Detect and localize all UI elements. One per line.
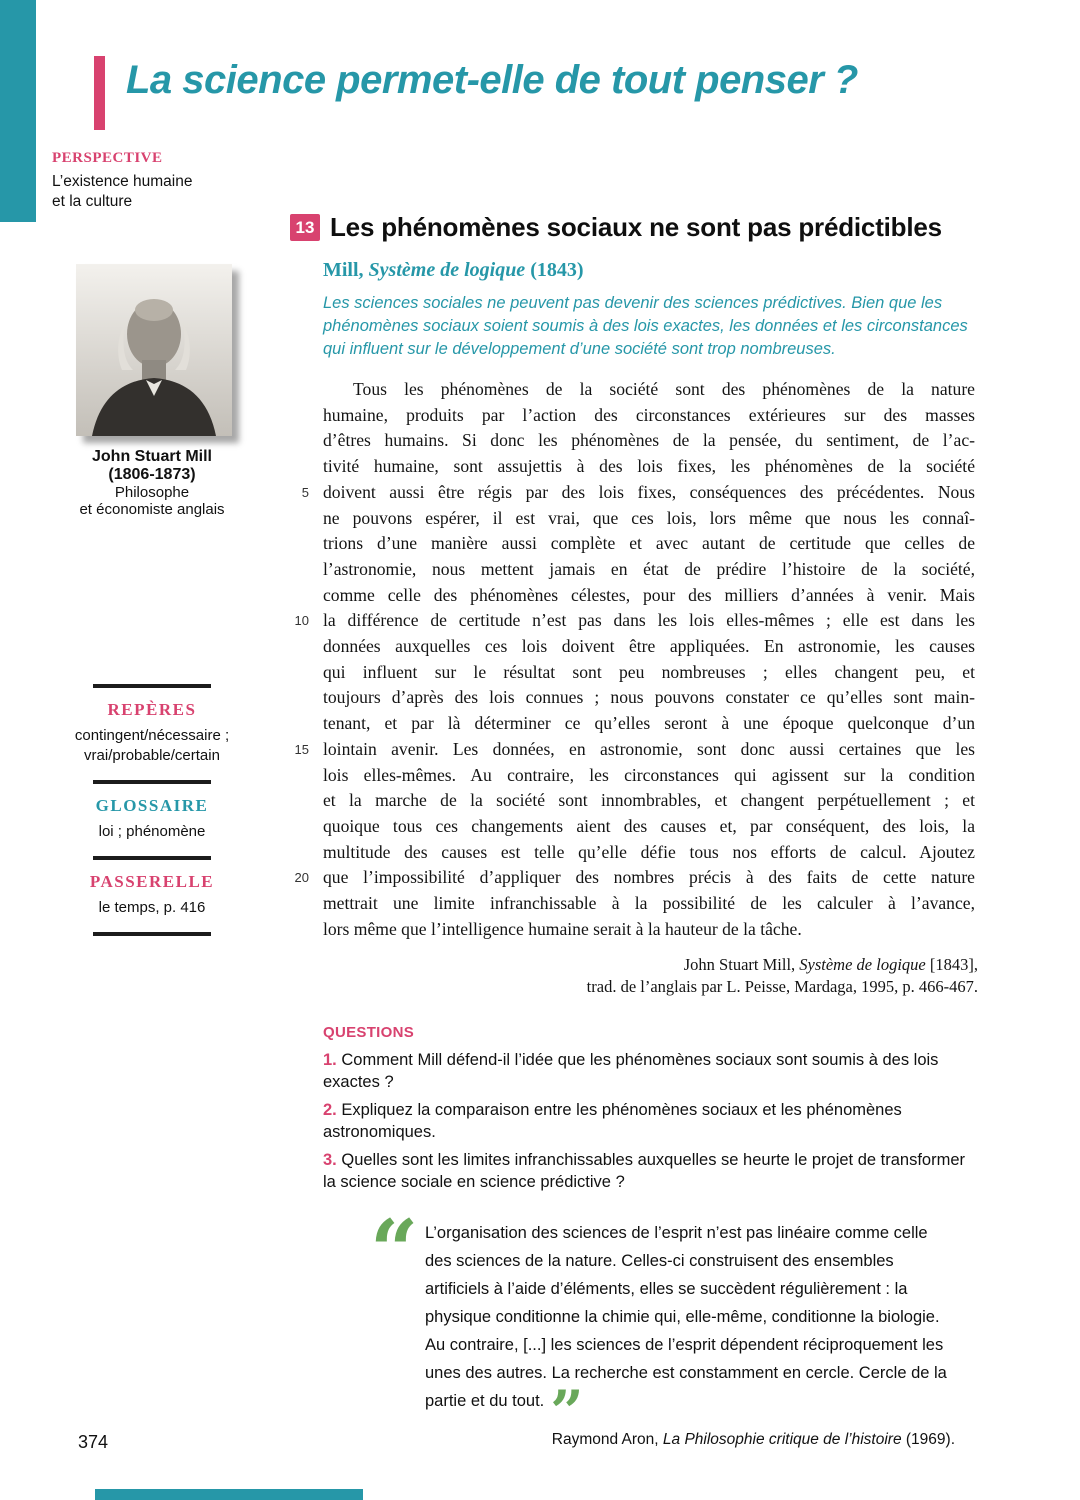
page-number: 374 [78,1432,109,1452]
intro-summary: Les sciences sociales ne peuvent pas devenir des sciences prédictives. Bien que les phénomènes sociaux soient soumis à des lois exactes, les données et les circonstances qui influent sur le développement d’une société sont trop nombreuses. [323,294,968,358]
questions-label: QUESTIONS [323,1024,415,1042]
portrait-name: John Stuart Mill [92,448,212,465]
pull-quote-attribution: Raymond Aron, La Philosophie critique de l’histoire (1969). [551,1431,955,1449]
section-heading-row [290,212,978,243]
separator-rule [93,856,211,860]
glossaire-label: GLOSSAIRE [95,796,209,815]
source-text [294,377,975,942]
question-item: 2. Expliquez la comparaison entre les phénomènes sociaux et les phénomènes astronomiques. [323,1101,902,1142]
text-line: 10 la différence de certitude n’est pas dans les lois elles-mêmes ; elle est dans les [323,608,975,634]
text-line: d’êtres humains. Si donc les phénomènes de la pensée, du sentiment, de l’ac- [323,430,975,451]
portrait-role: Philosophe [114,484,190,501]
close-quote-icon: ” [550,1378,584,1447]
text-line: 15 lointain avenir. Les données, en astronomie, sont donc aussi certaines que les [323,737,975,763]
perspective-text: L’existence humaine [52,173,193,190]
text-attribution: John Stuart Mill, Système de logique [1843], trad. de l’anglais par L. Peisse, Mardaga, 1995, p. 466-467. [586,955,978,997]
top-left-accent-bar [0,0,36,222]
text-line: 20 que l’impossibilité d’appliquer des nombres précis à des faits de cette nature [323,865,975,891]
text-line: l’astronomie, nous mettent jamais en état de prédire l’histoire de la société, [323,558,975,579]
line-number: 5 [301,484,309,500]
text-line: lors même que l’intelligence humaine serait à la hauteur de la tâche. [323,918,802,939]
passerelle-label: PASSERELLE [89,872,215,891]
question-item: 3. Quelles sont les limites infranchissables auxquelles se heurte le projet de transformer la science sociale en science prédictive ? [323,1151,965,1192]
glossaire-text: loi ; phénomène [98,823,206,840]
portrait-photo [76,264,232,436]
line-number: 20 [294,870,309,886]
title-accent-bar [94,56,105,130]
line-number: 10 [294,613,309,629]
perspective-text: et la culture [52,193,133,210]
text-line: 5 doivent aussi être régis par des lois fixes, conséquences des précédentes. Nous [323,480,975,506]
text-line: tivité humaine, sont assujettis à des lois fixes, les phénomènes de la société [323,456,975,477]
text-line: tenant, et par là déterminer ce qu’elles seront à une époque quelconque d’un [323,713,975,734]
portrait-caption [40,448,264,518]
reperes-label: REPÈRES [107,700,197,719]
portrait-role: et économiste anglais [79,501,225,518]
portrait-silhouette [76,264,232,436]
main-column [290,212,978,1449]
portrait-dates: (1806-1873) [108,466,196,483]
separator-rule [93,684,211,688]
pull-quote [370,1201,955,1449]
text-line: comme celle des phénomènes célestes, pour des milliers d’années à venir. Mais [323,584,975,605]
perspective-block [52,150,192,212]
separator-rule [93,780,211,784]
question-item: 1. Comment Mill défend-il l’idée que les phénomènes sociaux sont soumis à des lois exactes ? [323,1051,939,1092]
text-line: données auxquelles ces lois doivent être appliquées. En astronomie, les causes [323,636,975,657]
text-line: humaine, produits par l’action des circonstances extérieures sur des masses [323,404,975,425]
text-line: ne pouvons espérer, il est vrai, que ces lois, lors même que nous les connaî- [323,507,975,528]
questions-section [323,1024,973,1193]
text-line: lois elles-mêmes. Au contraire, les circonstances qui agissent sur la condition [323,764,975,785]
section-number-badge: 13 [290,214,320,241]
pull-quote-text: L’organisation des sciences de l’esprit n’est pas linéaire comme celle des sciences de la nature. Celles-ci construisent des ensembles artificiels à l’aide d’éléments, elles se succèdent régulièrement : la physique conditionne la chimie qui, elle-même, conditionne la biologie. Au contraire, [...] les sciences de l’esprit dépendent réciproquement les unes des autres. La recherche est constamment en cercle. Cercle de la partie et du tout. ” [425,1224,947,1447]
separator-rule [93,932,211,936]
passerelle-text: le temps, p. 416 [98,899,206,916]
open-quote-icon: “ [370,1201,419,1301]
source-line: Mill, Système de logique (1843) [323,259,584,281]
text-line: quoique tous ces changements aient des causes et, par conséquent, des lois, la [323,815,975,836]
text-line: et la marche de la société sont innombrables, et changent perpétuellement ; et [323,790,975,811]
perspective-label: PERSPECTIVE [52,150,163,166]
text-line: qui influent sur le résultat sont peu nombreuses ; elles changent peu, et [323,661,975,682]
reperes-text: contingent/nécessaire ; vrai/probable/certain [74,727,230,764]
text-line: multitude des causes est telle qu’elle défie tous nos efforts de calcul. Ajoutez [323,841,975,862]
section-heading: Les phénomènes sociaux ne sont pas prédictibles [330,212,942,242]
text-line: toujours d’après des lois connues ; nous pouvons constater ce qu’elles sont main- [323,687,975,708]
text-line: Tous les phénomènes de la société sont des phénomènes de la nature [353,379,975,399]
text-line: trions d’une manière aussi complète et avec autant de certitude que celles de [323,533,975,554]
line-number: 15 [294,741,309,757]
text-line: mettrait une limite infranchissable à la possibilité de les calculer à l’avance, [323,893,975,914]
sidebar [40,684,264,936]
chapter-title: La science permet-elle de tout penser ? [126,58,858,102]
bottom-accent-bar [95,1489,363,1500]
